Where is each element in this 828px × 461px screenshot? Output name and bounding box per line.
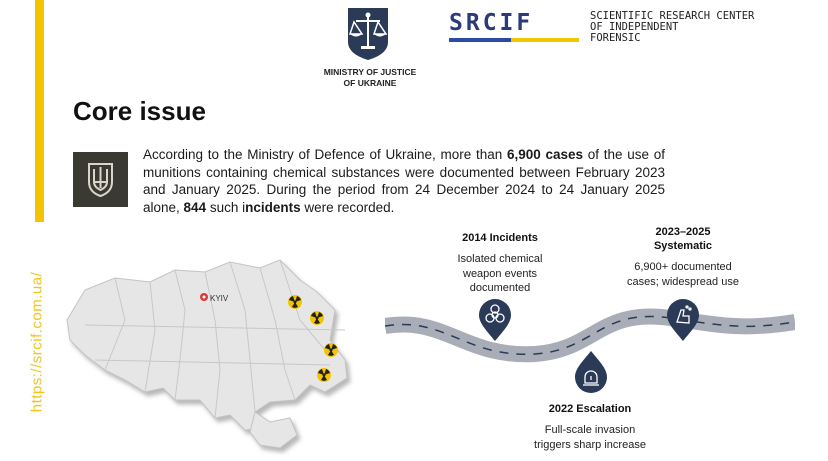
event-2022-line2: triggers sharp increase [534,438,646,451]
page-title: Core issue [73,96,206,126]
paragraph-text-3: such i [206,199,246,215]
ukraine-map-shape [67,260,347,430]
ministry-name [300,67,440,89]
kyiv-marker-icon [200,293,208,301]
srcif-name-line3: FORENSIC [590,32,641,44]
event-2023-2025-pin [666,298,700,342]
paragraph-bold-incidents: ncidents [245,199,301,215]
radiation-hazard-icon [324,343,338,357]
srcif-name-line1: SCIENTIFIC RESEARCH CENTER [590,10,755,22]
event-2023-2025-title-line2: Systematic [653,240,713,252]
event-2022-pin [574,350,608,394]
event-2022-description [515,423,665,452]
paragraph-bold-cases: 6,900 cases [506,147,584,162]
radiation-hazard-icon [310,311,324,325]
srcif-logo-text: SRCIF [449,10,534,36]
srcif-logo [449,10,581,46]
radiation-hazard-icon [317,368,331,382]
accent-bar [35,0,44,222]
ministry-of-justice-emblem-icon [345,6,391,62]
ministry-name-line1: MINISTRY OF JUSTICE [323,67,417,77]
event-2014-pin [478,298,512,342]
website-link-text[interactable]: https://srcif.com.ua/ [28,271,46,413]
ukraine-map [55,250,385,455]
core-issue-paragraph [143,146,665,216]
radiation-hazard-icon [288,295,302,309]
event-2022-line1: Full-scale invasion [544,424,636,436]
event-2014-description [440,252,560,296]
event-2014-line2: weapon events [463,267,537,280]
event-2023-2025-description [613,260,753,289]
ministry-name-line2: OF UKRAINE [343,78,397,88]
paragraph-bold-844: 844 [183,199,207,215]
paragraph-text-4: were recorded. [300,199,395,215]
event-2023-2025-line1: 6,900+ documented [634,261,732,273]
srcif-full-name [590,11,825,44]
event-2023-2025-line2: cases; widespread use [627,275,739,288]
event-2014-title: 2014 Incidents [462,232,538,244]
trident-icon [73,152,128,207]
kyiv-label: KYIV [210,294,229,303]
website-link[interactable] [22,262,52,422]
event-2022-title: 2022 Escalation [548,403,632,415]
event-2023-2025-title [628,226,738,252]
srcif-name-line2: OF INDEPENDENT [590,21,679,33]
paragraph-text-1: According to the Ministry of Defence of Ukraine, more than [143,147,507,162]
event-2023-2025-title-line1: 2023–2025 [655,226,711,238]
event-2014-line1: Isolated chemical [457,253,543,265]
paragraph-text-2: of the use of munitions containing chemical substances were documented between February 2023 and January 2025. During the period from 24 December 2024 to 24 January 2025 alone, [143,147,666,215]
event-2014-line3: documented [469,282,531,294]
